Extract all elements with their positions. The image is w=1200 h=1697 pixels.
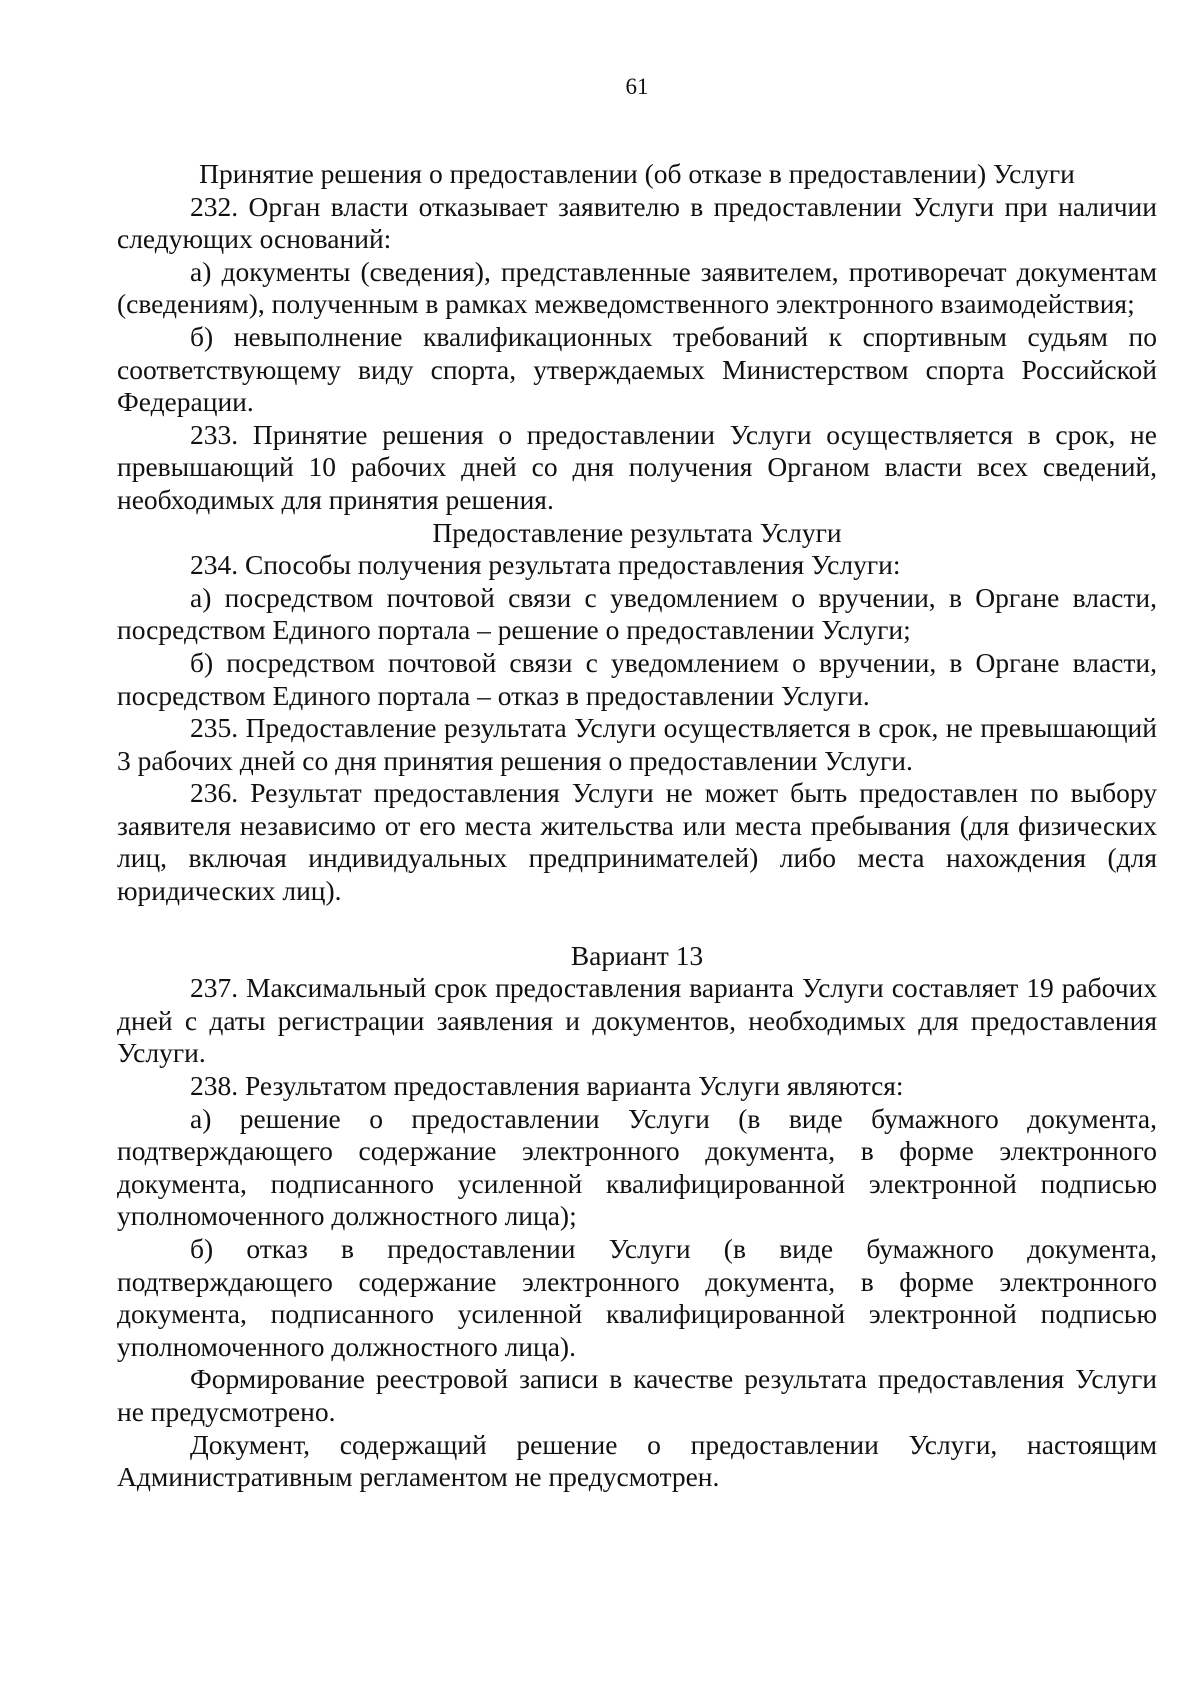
paragraph-236: 236. Результат предоставления Услуги не может быть предоставлен по выбору заявителя независимо от его места жительства или места пребывания (для физических лиц, включая индивидуальных предпринимателей) либо места нахождения (для юридических лиц).	[117, 777, 1157, 907]
paragraph-234-a: а) посредством почтовой связи с уведомлением о вручении, в Органе власти, посредством Единого портала – решение о предоставлении Услуги;	[117, 581, 1157, 646]
paragraph-document: Документ, содержащий решение о предоставлении Услуги, настоящим Административным регламентом не предусмотрен.	[117, 1428, 1157, 1493]
paragraph-registry: Формирование реестровой записи в качестве результата предоставления Услуги не предусмотрено.	[117, 1363, 1157, 1427]
paragraph-232-b: б) невыполнение квалификационных требований к спортивным судьям по соответствующему виду спорта, утверждаемых Министерством спорта Российской Федерации.	[117, 320, 1157, 418]
paragraph-234-b: б) посредством почтовой связи с уведомлением о вручении, в Органе власти, посредством Единого портала – отказ в предоставлении Услуги.	[117, 646, 1157, 711]
paragraph-237: 237. Максимальный срок предоставления варианта Услуги составляет 19 рабочих дней с даты регистрации заявления и документов, необходимых для предоставления Услуги.	[117, 972, 1157, 1069]
paragraph-232-a: а) документы (сведения), представленные заявителем, противоречат документам (сведениям), полученным в рамках межведомственного электронного взаимодействия;	[117, 255, 1157, 320]
paragraph-235: 235. Предоставление результата Услуги осуществляется в срок, не превышающий 3 рабочих дней со дня принятия решения о предоставлении Услуги.	[117, 712, 1157, 776]
section-heading-result: Предоставление результата Услуги	[432, 516, 842, 548]
paragraph-238: 238. Результатом предоставления варианта Услуги являются:	[190, 1070, 904, 1102]
paragraph-238-b: б) отказ в предоставлении Услуги (в виде бумажного документа, подтверждающего содержание электронного документа, в форме электронного документа, подписанного усиленной квалифицированной электронной подписью уполномоченного должностного лица).	[117, 1233, 1157, 1362]
paragraph-232: 232. Орган власти отказывает заявителю в предоставлении Услуги при наличии следующих оснований:	[117, 190, 1157, 255]
page-number: 61	[625, 74, 649, 99]
paragraph-238-a: а) решение о предоставлении Услуги (в виде бумажного документа, подтверждающего содержание электронного документа, в форме электронного документа, подписанного усиленной квалифицированной электронной подписью уполномоченного должностного лица);	[117, 1102, 1157, 1232]
document-body	[117, 158, 1157, 1494]
section-heading-variant: Вариант 13	[570, 939, 704, 971]
section-heading-decision: Принятие решения о предоставлении (об отказе в предоставлении) Услуги	[199, 158, 1075, 189]
paragraph-234: 234. Способы получения результата предоставления Услуги:	[190, 549, 901, 581]
paragraph-233: 233. Принятие решения о предоставлении Услуги осуществляется в срок, не превышающий 10 рабочих дней со дня получения Органом власти всех сведений, необходимых для принятия решения.	[117, 418, 1157, 515]
